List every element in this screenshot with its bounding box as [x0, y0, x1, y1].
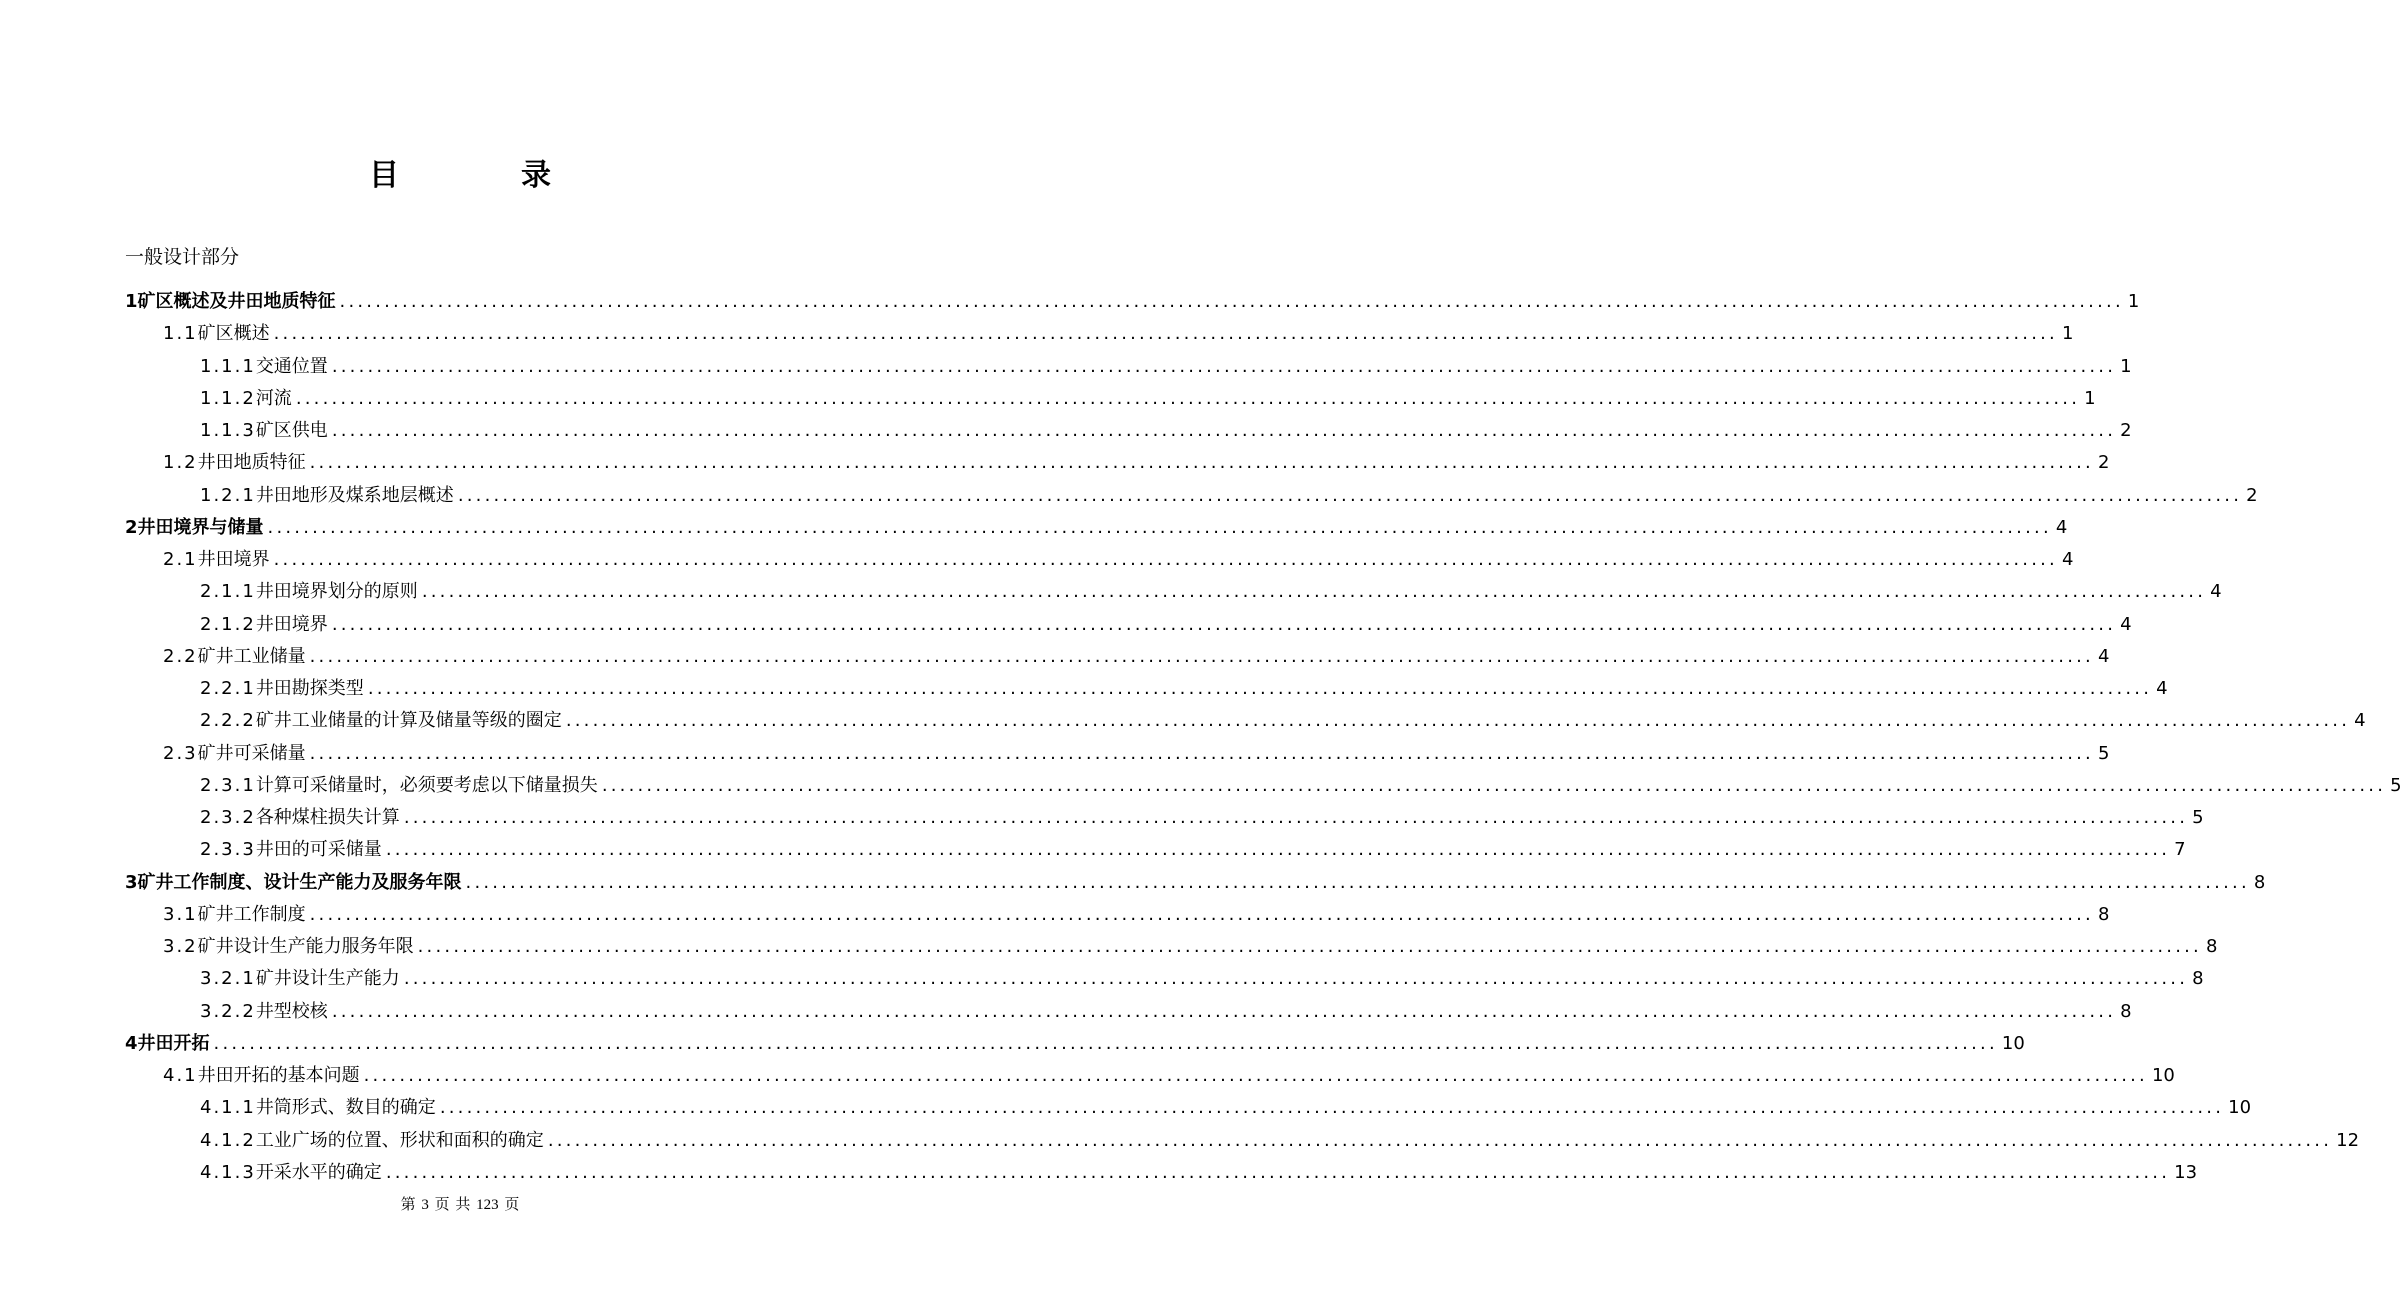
toc-entry-page: 4	[2120, 613, 2132, 635]
toc-leader-dots: ........................................................................................................................................................................................................	[465, 871, 2250, 893]
toc-leader-dots: ........................................................................................................................................................................................................	[363, 1065, 2148, 1087]
toc-entry-label: 矿井可采储量	[197, 742, 306, 764]
toc-entry-label: 计算可采储量时，必须要考虑以下储量损失	[255, 774, 598, 796]
toc-leader-dots: ........................................................................................................................................................................................................	[403, 968, 2189, 990]
toc-entry[interactable]	[125, 576, 2222, 608]
toc-entry-label: 工业广场的位置、形状和面积的确定	[255, 1129, 544, 1151]
toc-entry-page: 1	[2127, 291, 2140, 313]
toc-leader-dots: ........................................................................................................................................................................................................	[331, 1000, 2117, 1022]
toc-entry-label: 井田开拓	[137, 1032, 210, 1054]
toc-entry-page: 4	[2061, 549, 2074, 571]
toc-entry-number: 2.2.1	[200, 678, 256, 700]
toc-entry-page: 4	[2210, 581, 2222, 603]
toc-entry[interactable]	[125, 834, 2186, 866]
toc-entry-label: 井型校核	[255, 1000, 328, 1022]
toc-entry-number: 1.1.2	[200, 387, 256, 409]
toc-entry-page: 10	[2151, 1065, 2175, 1087]
toc-entry-page: 10	[2228, 1097, 2252, 1119]
toc-leader-dots: ........................................................................................................................................................................................................	[273, 549, 2058, 571]
toc-leader-dots: ........................................................................................................................................................................................................	[385, 1161, 2171, 1183]
toc-entry[interactable]	[125, 705, 2366, 737]
toc-leader-dots: ........................................................................................................................................................................................................	[295, 387, 2081, 409]
toc-entry-label: 井田境界	[255, 613, 328, 635]
toc-entry-page: 8	[2097, 903, 2110, 925]
toc-entry[interactable]	[125, 544, 2074, 576]
toc-entry-label: 交通位置	[255, 355, 328, 377]
toc-entry-number: 2.1	[163, 549, 198, 571]
toc-entry-page: 1	[2061, 323, 2074, 345]
toc-leader-dots: ........................................................................................................................................................................................................	[385, 839, 2171, 861]
toc-entry[interactable]	[125, 383, 2096, 415]
toc-entry[interactable]	[125, 1125, 2360, 1157]
toc-title: 目 录	[369, 158, 597, 193]
toc-entry-number: 2	[125, 516, 138, 538]
toc-leader-dots: ........................................................................................................................................................................................................	[421, 581, 2207, 603]
toc-entry-number: 1.1.3	[200, 420, 256, 442]
toc-entry-number: 1.2.1	[200, 484, 256, 506]
toc-entry-page: 4	[2354, 710, 2366, 732]
toc-entry[interactable]	[125, 1028, 2025, 1060]
toc-entry-label: 井田地质特征	[197, 452, 306, 474]
toc-entry-label: 矿井设计生产能力	[255, 968, 400, 990]
toc-entry-number: 2.3.2	[200, 807, 256, 829]
toc-entry-label: 井田勘探类型	[255, 678, 364, 700]
toc-entry[interactable]	[125, 609, 2132, 641]
toc-entry[interactable]	[125, 447, 2110, 479]
toc-entry-page: 1	[2120, 355, 2132, 377]
toc-leader-dots: ........................................................................................................................................................................................................	[367, 678, 2153, 700]
toc-leader-dots: ........................................................................................................................................................................................................	[331, 355, 2117, 377]
toc-leader-dots: ........................................................................................................................................................................................................	[331, 420, 2117, 442]
toc-entry-label: 井田境界	[197, 549, 270, 571]
toc-entry-page: 5	[2192, 807, 2204, 829]
toc-entry[interactable]	[125, 867, 2266, 899]
toc-entry[interactable]	[125, 1060, 2175, 1092]
toc-entry[interactable]	[125, 1092, 2252, 1124]
toc-entry-label: 矿井工业储量	[197, 645, 306, 667]
part-heading: 一般设计部分	[125, 246, 240, 268]
toc-leader-dots: ........................................................................................................................................................................................................	[273, 323, 2058, 345]
toc-entry-page: 8	[2120, 1000, 2132, 1022]
toc-entry-label: 矿区概述	[197, 323, 270, 345]
toc-entry-page: 7	[2174, 839, 2186, 861]
toc-entry-number: 4.1	[163, 1065, 198, 1087]
toc-entry-page: 4	[2156, 678, 2168, 700]
toc-entry-label: 井田境界与储量	[137, 516, 264, 538]
toc-entry-number: 2.3	[163, 742, 198, 764]
toc-entry-page: 2	[2120, 420, 2132, 442]
toc-entry[interactable]	[125, 286, 2140, 318]
toc-entry[interactable]	[125, 899, 2110, 931]
toc-leader-dots: ........................................................................................................................................................................................................	[601, 774, 2387, 796]
toc-leader-dots: ........................................................................................................................................................................................................	[267, 516, 2052, 538]
toc-leader-dots: ........................................................................................................................................................................................................	[309, 645, 2094, 667]
toc-entry-label: 井田的可采储量	[255, 839, 382, 861]
toc-entry-number: 4.1.3	[200, 1161, 256, 1183]
toc-entry-number: 1	[125, 291, 138, 313]
toc-entry-label: 矿井工业储量的计算及储量等级的圈定	[255, 710, 562, 732]
toc-entry[interactable]	[125, 996, 2132, 1028]
toc-entry-number: 4	[125, 1032, 138, 1054]
toc-entry-number: 2.3.1	[200, 774, 256, 796]
toc-entry-number: 3.2.2	[200, 1000, 256, 1022]
toc-entry[interactable]	[125, 351, 2132, 383]
toc-entry-number: 3.1	[163, 903, 198, 925]
toc-entry-number: 1.2	[163, 452, 198, 474]
toc-entry-number: 2.2	[163, 645, 198, 667]
page-footer: 第 3 页 共 123 页	[400, 1197, 520, 1213]
toc-entry-number: 2.1.1	[200, 581, 256, 603]
toc-leader-dots: ........................................................................................................................................................................................................	[457, 484, 2243, 506]
toc-entry-number: 2.1.2	[200, 613, 256, 635]
toc-entry-label: 井田开拓的基本问题	[197, 1065, 360, 1087]
toc-entry[interactable]	[125, 512, 2068, 544]
toc-entry[interactable]	[125, 770, 2402, 802]
toc-entry-page: 13	[2174, 1161, 2198, 1183]
toc-leader-dots: ........................................................................................................................................................................................................	[309, 452, 2094, 474]
toc-entry[interactable]	[125, 415, 2132, 447]
toc-entry[interactable]	[125, 641, 2110, 673]
toc-leader-dots: ........................................................................................................................................................................................................	[439, 1097, 2225, 1119]
toc-entry-page: 4	[2097, 645, 2110, 667]
toc-leader-dots: ........................................................................................................................................................................................................	[309, 742, 2094, 764]
toc-entry[interactable]	[125, 931, 2218, 963]
toc-entry-page: 2	[2097, 452, 2110, 474]
toc-entry-page: 12	[2336, 1129, 2360, 1151]
toc-entry-page: 5	[2390, 774, 2402, 796]
toc-entry-number: 3	[125, 871, 138, 893]
toc-entry[interactable]	[125, 673, 2168, 705]
toc-leader-dots: ........................................................................................................................................................................................................	[309, 903, 2094, 925]
toc-entry-number: 4.1.1	[200, 1097, 256, 1119]
toc-entry-label: 矿井工作制度、设计生产能力及服务年限	[137, 871, 462, 893]
toc-leader-dots: ........................................................................................................................................................................................................	[417, 936, 2202, 958]
toc-leader-dots: ........................................................................................................................................................................................................	[403, 807, 2189, 829]
toc-entry[interactable]	[125, 963, 2204, 995]
toc-entry-label: 井田地形及煤系地层概述	[255, 484, 454, 506]
toc-entry-label: 井田境界划分的原则	[255, 581, 418, 603]
table-of-contents	[125, 286, 2402, 1189]
toc-entry[interactable]	[125, 802, 2204, 834]
toc-entry-number: 2.2.2	[200, 710, 256, 732]
toc-entry-number: 4.1.2	[200, 1129, 256, 1151]
toc-entry-page: 8	[2253, 871, 2266, 893]
toc-entry-number: 1.1.1	[200, 355, 256, 377]
toc-entry-page: 8	[2205, 936, 2218, 958]
toc-entry-label: 矿井工作制度	[197, 903, 306, 925]
toc-entry[interactable]	[125, 738, 2110, 770]
toc-entry-label: 矿区供电	[255, 420, 328, 442]
toc-entry-label: 各种煤柱损失计算	[255, 807, 400, 829]
toc-entry-number: 3.2	[163, 936, 198, 958]
toc-entry-page: 1	[2084, 387, 2096, 409]
toc-leader-dots: ........................................................................................................................................................................................................	[339, 291, 2124, 313]
toc-entry-label: 开采水平的确定	[255, 1161, 382, 1183]
toc-entry-label: 井筒形式、数目的确定	[255, 1097, 436, 1119]
toc-entry[interactable]	[125, 318, 2074, 350]
toc-leader-dots: ........................................................................................................................................................................................................	[331, 613, 2117, 635]
toc-entry-page: 8	[2192, 968, 2204, 990]
toc-leader-dots: ........................................................................................................................................................................................................	[565, 710, 2351, 732]
toc-entry-label: 河流	[255, 387, 292, 409]
toc-entry-number: 1.1	[163, 323, 198, 345]
toc-leader-dots: ........................................................................................................................................................................................................	[213, 1032, 1998, 1054]
toc-entry[interactable]	[125, 1157, 2198, 1189]
toc-entry-page: 5	[2097, 742, 2110, 764]
toc-entry-label: 矿区概述及井田地质特征	[137, 291, 336, 313]
toc-entry-number: 3.2.1	[200, 968, 256, 990]
toc-entry-label: 矿井设计生产能力服务年限	[197, 936, 414, 958]
toc-entry-page: 10	[2001, 1032, 2025, 1054]
toc-entry-number: 2.3.3	[200, 839, 256, 861]
toc-entry-page: 2	[2246, 484, 2258, 506]
toc-leader-dots: ........................................................................................................................................................................................................	[547, 1129, 2333, 1151]
toc-entry-page: 4	[2055, 516, 2068, 538]
toc-entry[interactable]	[125, 480, 2258, 512]
